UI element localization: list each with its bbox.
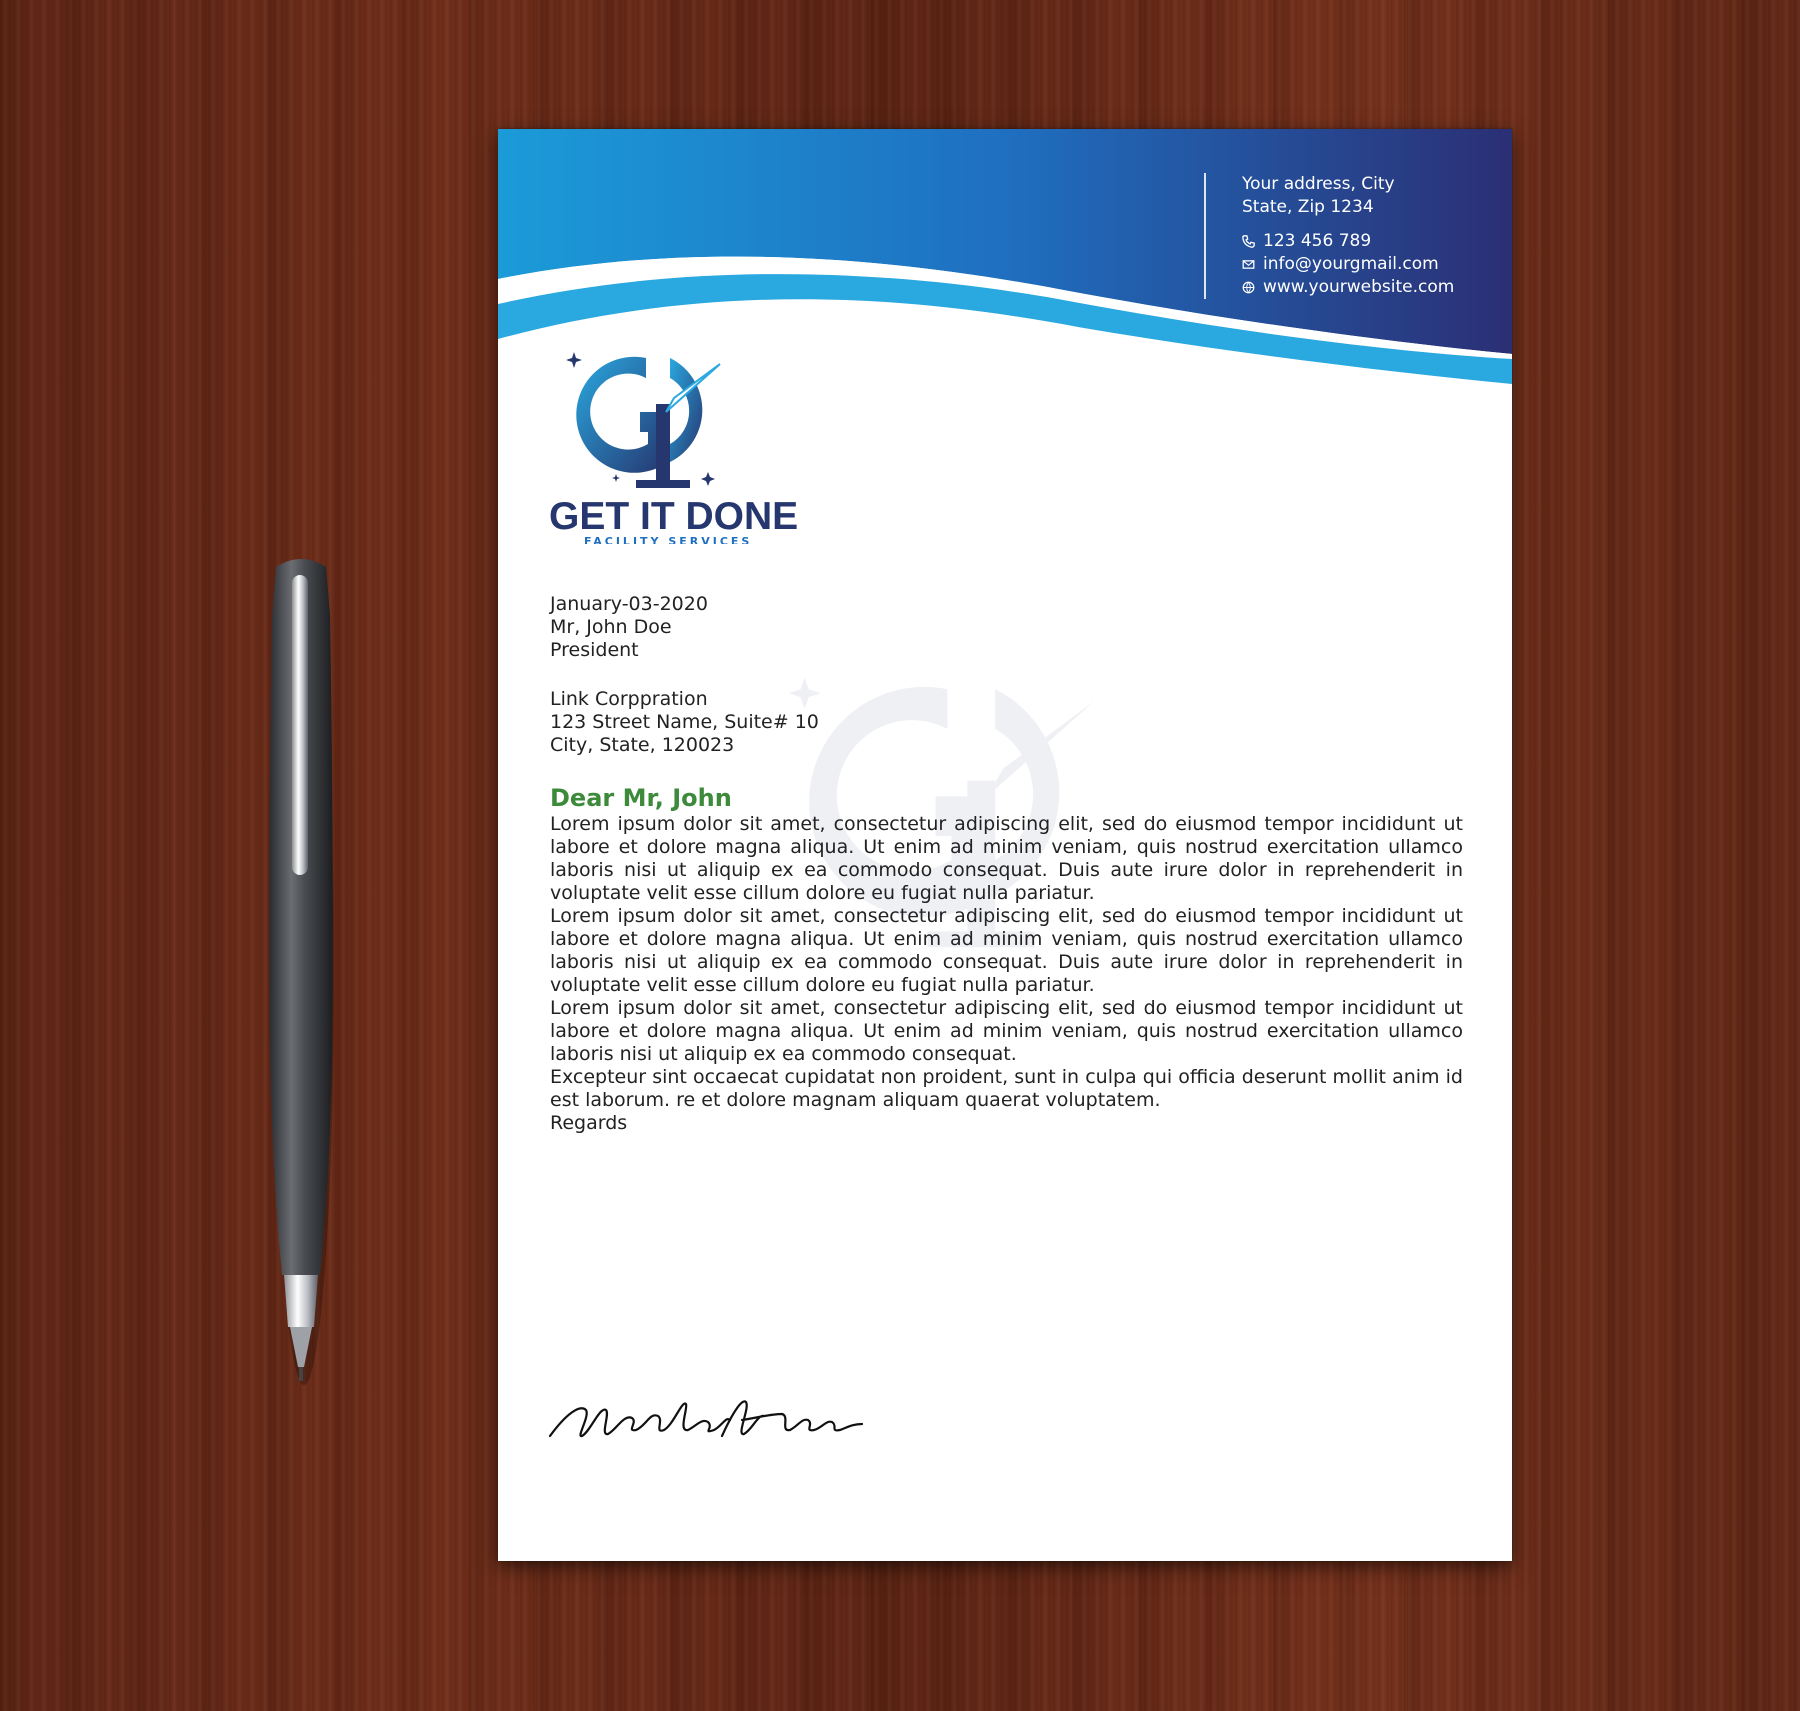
pen-icon: [262, 555, 340, 1391]
paragraph-4: Excepteur sint occaecat cupidatat non proident, sunt in culpa qui officia deserunt mollit anim id est laborum. re et dolore magnam aliquam quaerat voluptatem.: [550, 1066, 1463, 1111]
company-logo: [548, 334, 810, 544]
website-text: www.yourwebsite.com: [1263, 277, 1455, 297]
greeting: Dear Mr, John: [550, 784, 732, 812]
paragraph-3: Lorem ipsum dolor sit amet, consectetur adipiscing elit, sed do eiusmod tempor incididunt ut labore et dolore magna aliqua. Ut enim ad minim veniam, quis nostrud exercitation ullamco laboris nisi ut aliquip ex ea commodo consequat.: [550, 997, 1463, 1065]
address-block: [550, 688, 1463, 757]
phone-text: 123 456 789: [1263, 231, 1372, 251]
recipient-street: 123 Street Name, Suite# 10: [550, 711, 819, 733]
address-line-1: Your address, City: [1242, 174, 1395, 194]
logo-mark: [566, 352, 720, 488]
paragraph-1: Lorem ipsum dolor sit amet, consectetur adipiscing elit, sed do eiusmod tempor incididunt ut labore et dolore magna aliqua. Ut enim ad minim veniam, quis nostrud exercitation ullamco laboris nisi ut aliquip ex ea commodo consequat. Duis aute irure dolor in reprehenderit in voluptate velit esse cillum dolore eu fugiat nulla pariatur.: [550, 813, 1463, 904]
recipient-block: [550, 616, 1463, 662]
recipient-city: City, State, 120023: [550, 734, 735, 756]
contact-block: [1204, 173, 1512, 299]
logo-wordmark: GET IT DONE: [549, 495, 799, 538]
address-line-2: State, Zip 1234: [1242, 197, 1374, 217]
signature: [546, 1374, 866, 1454]
recipient-name: Mr, John Doe: [550, 616, 672, 638]
phone-icon: [1242, 235, 1255, 248]
logo-tagline: FACILITY SERVICES: [584, 535, 753, 544]
globe-icon: [1242, 281, 1255, 294]
recipient-company: Link Corppration: [550, 688, 708, 710]
paragraph-2: Lorem ipsum dolor sit amet, consectetur adipiscing elit, sed do eiusmod tempor incididunt ut labore et dolore magna aliqua. Ut enim ad minim veniam, quis nostrud exercitation ullamco laboris nisi ut aliquip ex ea commodo consequat. Duis aute irure dolor in reprehenderit in voluptate velit esse cillum dolore eu fugiat nulla pariatur.: [550, 905, 1463, 996]
letter-body: [550, 593, 1463, 1135]
letterhead-sheet: [498, 129, 1512, 1561]
email-text: info@yourgmail.com: [1263, 254, 1439, 274]
closing: Regards: [550, 1112, 628, 1134]
mail-icon: [1242, 258, 1255, 271]
recipient-title: President: [550, 639, 639, 661]
letter-date: January-03-2020: [550, 593, 708, 615]
